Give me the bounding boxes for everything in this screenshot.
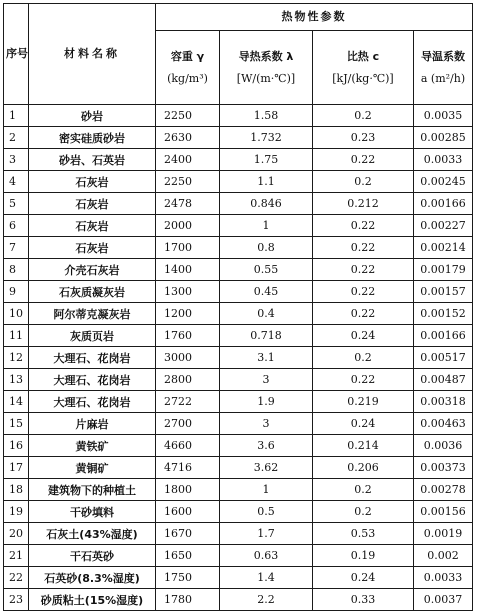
cell-material: 灰质页岩	[29, 325, 156, 347]
table-row	[4, 523, 473, 545]
cell-specific-heat: 0.206	[313, 457, 414, 479]
cell-diffusivity: 0.00373	[414, 457, 473, 479]
cell-diffusivity: 0.00278	[414, 479, 473, 501]
cell-specific-heat: 0.22	[313, 369, 414, 391]
cell-specific-heat: 0.219	[313, 391, 414, 413]
cell-density: 2630	[156, 127, 220, 149]
cell-diffusivity: 0.00156	[414, 501, 473, 523]
cell-material: 干石英砂	[29, 545, 156, 567]
cell-specific-heat: 0.22	[313, 149, 414, 171]
cell-seq: 9	[4, 281, 29, 303]
cell-material: 砂质粘土(15%湿度)	[29, 589, 156, 611]
header-specific-heat-unit: [kJ/(kg·℃)]	[332, 71, 394, 85]
cell-seq: 23	[4, 589, 29, 611]
cell-material: 石灰岩	[29, 237, 156, 259]
cell-diffusivity: 0.00214	[414, 237, 473, 259]
cell-diffusivity: 0.00157	[414, 281, 473, 303]
cell-seq: 4	[4, 171, 29, 193]
header-conductivity	[220, 31, 313, 105]
cell-material: 石灰质凝灰岩	[29, 281, 156, 303]
cell-density: 2478	[156, 193, 220, 215]
table-row	[4, 303, 473, 325]
cell-seq: 5	[4, 193, 29, 215]
table-row	[4, 567, 473, 589]
table-row	[4, 457, 473, 479]
cell-specific-heat: 0.22	[313, 215, 414, 237]
cell-conductivity: 3	[220, 369, 313, 391]
cell-diffusivity: 0.00318	[414, 391, 473, 413]
cell-specific-heat: 0.33	[313, 589, 414, 611]
table-row	[4, 149, 473, 171]
cell-material: 石灰岩	[29, 215, 156, 237]
cell-seq: 14	[4, 391, 29, 413]
cell-conductivity: 0.55	[220, 259, 313, 281]
header-material-name: 材料名称	[29, 4, 156, 105]
cell-density: 2800	[156, 369, 220, 391]
table-row	[4, 171, 473, 193]
cell-density: 1300	[156, 281, 220, 303]
table-row	[4, 435, 473, 457]
cell-diffusivity: 0.00179	[414, 259, 473, 281]
cell-conductivity: 1	[220, 479, 313, 501]
cell-density: 1780	[156, 589, 220, 611]
cell-diffusivity: 0.00227	[414, 215, 473, 237]
cell-specific-heat: 0.19	[313, 545, 414, 567]
cell-conductivity: 1.9	[220, 391, 313, 413]
cell-seq: 18	[4, 479, 29, 501]
cell-material: 介壳石灰岩	[29, 259, 156, 281]
table-row	[4, 369, 473, 391]
cell-seq: 16	[4, 435, 29, 457]
cell-diffusivity: 0.0035	[414, 105, 473, 127]
cell-conductivity: 0.8	[220, 237, 313, 259]
cell-conductivity: 1.7	[220, 523, 313, 545]
cell-seq: 8	[4, 259, 29, 281]
cell-conductivity: 2.2	[220, 589, 313, 611]
table-row	[4, 347, 473, 369]
cell-conductivity: 0.846	[220, 193, 313, 215]
cell-seq: 22	[4, 567, 29, 589]
cell-conductivity: 1.58	[220, 105, 313, 127]
cell-diffusivity: 0.00152	[414, 303, 473, 325]
cell-material: 阿尔蒂克凝灰岩	[29, 303, 156, 325]
cell-diffusivity: 0.00245	[414, 171, 473, 193]
table-row	[4, 589, 473, 611]
cell-seq: 2	[4, 127, 29, 149]
cell-conductivity: 3.1	[220, 347, 313, 369]
cell-specific-heat: 0.2	[313, 501, 414, 523]
cell-density: 2700	[156, 413, 220, 435]
cell-conductivity: 1	[220, 215, 313, 237]
cell-specific-heat: 0.53	[313, 523, 414, 545]
cell-density: 4660	[156, 435, 220, 457]
cell-density: 1700	[156, 237, 220, 259]
cell-density: 1200	[156, 303, 220, 325]
cell-density: 4716	[156, 457, 220, 479]
header-seq: 序号	[4, 4, 29, 105]
cell-specific-heat: 0.2	[313, 105, 414, 127]
table-row	[4, 259, 473, 281]
table-row	[4, 237, 473, 259]
cell-seq: 7	[4, 237, 29, 259]
cell-material: 大理石、花岗岩	[29, 347, 156, 369]
cell-specific-heat: 0.23	[313, 127, 414, 149]
cell-diffusivity: 0.00166	[414, 193, 473, 215]
cell-density: 1400	[156, 259, 220, 281]
cell-specific-heat: 0.24	[313, 325, 414, 347]
cell-conductivity: 0.45	[220, 281, 313, 303]
cell-material: 大理石、花岗岩	[29, 391, 156, 413]
cell-seq: 13	[4, 369, 29, 391]
cell-density: 3000	[156, 347, 220, 369]
cell-density: 1600	[156, 501, 220, 523]
table-body	[4, 105, 473, 611]
cell-density: 2000	[156, 215, 220, 237]
cell-density: 1760	[156, 325, 220, 347]
header-diffusivity-label: 导温系数	[421, 49, 465, 63]
cell-diffusivity: 0.0036	[414, 435, 473, 457]
cell-conductivity: 1.1	[220, 171, 313, 193]
cell-specific-heat: 0.2	[313, 171, 414, 193]
header-conductivity-unit: [W/(m·℃)]	[236, 71, 296, 85]
header-density-unit: (kg/m³)	[167, 71, 208, 85]
cell-seq: 11	[4, 325, 29, 347]
table-row	[4, 127, 473, 149]
cell-seq: 19	[4, 501, 29, 523]
cell-conductivity: 0.4	[220, 303, 313, 325]
table-row	[4, 391, 473, 413]
cell-density: 2250	[156, 171, 220, 193]
cell-specific-heat: 0.22	[313, 303, 414, 325]
cell-seq: 12	[4, 347, 29, 369]
cell-conductivity: 3.6	[220, 435, 313, 457]
table-row	[4, 193, 473, 215]
cell-specific-heat: 0.2	[313, 479, 414, 501]
cell-diffusivity: 0.00517	[414, 347, 473, 369]
cell-material: 干砂填料	[29, 501, 156, 523]
table-row	[4, 413, 473, 435]
cell-conductivity: 1.732	[220, 127, 313, 149]
cell-conductivity: 1.4	[220, 567, 313, 589]
cell-conductivity: 3	[220, 413, 313, 435]
cell-material: 石灰岩	[29, 193, 156, 215]
cell-material: 石灰土(43%湿度)	[29, 523, 156, 545]
cell-conductivity: 0.718	[220, 325, 313, 347]
table-row	[4, 479, 473, 501]
cell-conductivity: 3.62	[220, 457, 313, 479]
header-density	[156, 31, 220, 105]
table-row	[4, 325, 473, 347]
cell-material: 黄铁矿	[29, 435, 156, 457]
table-row	[4, 281, 473, 303]
header-specific-heat-label: 比热 c	[346, 49, 380, 63]
cell-specific-heat: 0.214	[313, 435, 414, 457]
cell-diffusivity: 0.002	[414, 545, 473, 567]
cell-seq: 20	[4, 523, 29, 545]
cell-diffusivity: 0.0019	[414, 523, 473, 545]
cell-material: 片麻岩	[29, 413, 156, 435]
table-header	[4, 4, 473, 105]
header-density-label: 容重 γ	[170, 49, 205, 63]
cell-density: 1800	[156, 479, 220, 501]
thermal-properties-table	[3, 3, 473, 611]
cell-specific-heat: 0.22	[313, 281, 414, 303]
cell-density: 2400	[156, 149, 220, 171]
cell-seq: 3	[4, 149, 29, 171]
cell-specific-heat: 0.22	[313, 259, 414, 281]
cell-specific-heat: 0.212	[313, 193, 414, 215]
cell-material: 砂岩	[29, 105, 156, 127]
cell-diffusivity: 0.00166	[414, 325, 473, 347]
cell-density: 1670	[156, 523, 220, 545]
cell-diffusivity: 0.00285	[414, 127, 473, 149]
cell-density: 1650	[156, 545, 220, 567]
table-row	[4, 501, 473, 523]
cell-seq: 15	[4, 413, 29, 435]
table-row	[4, 105, 473, 127]
cell-material: 石英砂(8.3%湿度)	[29, 567, 156, 589]
cell-seq: 21	[4, 545, 29, 567]
cell-diffusivity: 0.00463	[414, 413, 473, 435]
cell-density: 2722	[156, 391, 220, 413]
cell-specific-heat: 0.24	[313, 567, 414, 589]
cell-specific-heat: 0.24	[313, 413, 414, 435]
table-row	[4, 545, 473, 567]
cell-specific-heat: 0.22	[313, 237, 414, 259]
cell-material: 建筑物下的种植土	[29, 479, 156, 501]
cell-conductivity: 0.5	[220, 501, 313, 523]
header-thermal-properties: 热物性参数	[156, 4, 473, 31]
cell-seq: 6	[4, 215, 29, 237]
cell-material: 密实硅质砂岩	[29, 127, 156, 149]
cell-material: 石灰岩	[29, 171, 156, 193]
cell-diffusivity: 0.0033	[414, 149, 473, 171]
cell-specific-heat: 0.2	[313, 347, 414, 369]
cell-seq: 1	[4, 105, 29, 127]
header-specific-heat	[313, 31, 414, 105]
cell-density: 1750	[156, 567, 220, 589]
cell-material: 黄铜矿	[29, 457, 156, 479]
cell-material: 砂岩、石英岩	[29, 149, 156, 171]
cell-diffusivity: 0.0033	[414, 567, 473, 589]
cell-diffusivity: 0.00487	[414, 369, 473, 391]
cell-conductivity: 1.75	[220, 149, 313, 171]
header-conductivity-label: 导热系数 λ	[238, 49, 294, 63]
cell-conductivity: 0.63	[220, 545, 313, 567]
cell-material: 大理石、花岗岩	[29, 369, 156, 391]
header-diffusivity-unit: a (m²/h)	[420, 71, 466, 85]
cell-seq: 10	[4, 303, 29, 325]
header-diffusivity	[414, 31, 473, 105]
table-row	[4, 215, 473, 237]
cell-diffusivity: 0.0037	[414, 589, 473, 611]
cell-density: 2250	[156, 105, 220, 127]
cell-seq: 17	[4, 457, 29, 479]
